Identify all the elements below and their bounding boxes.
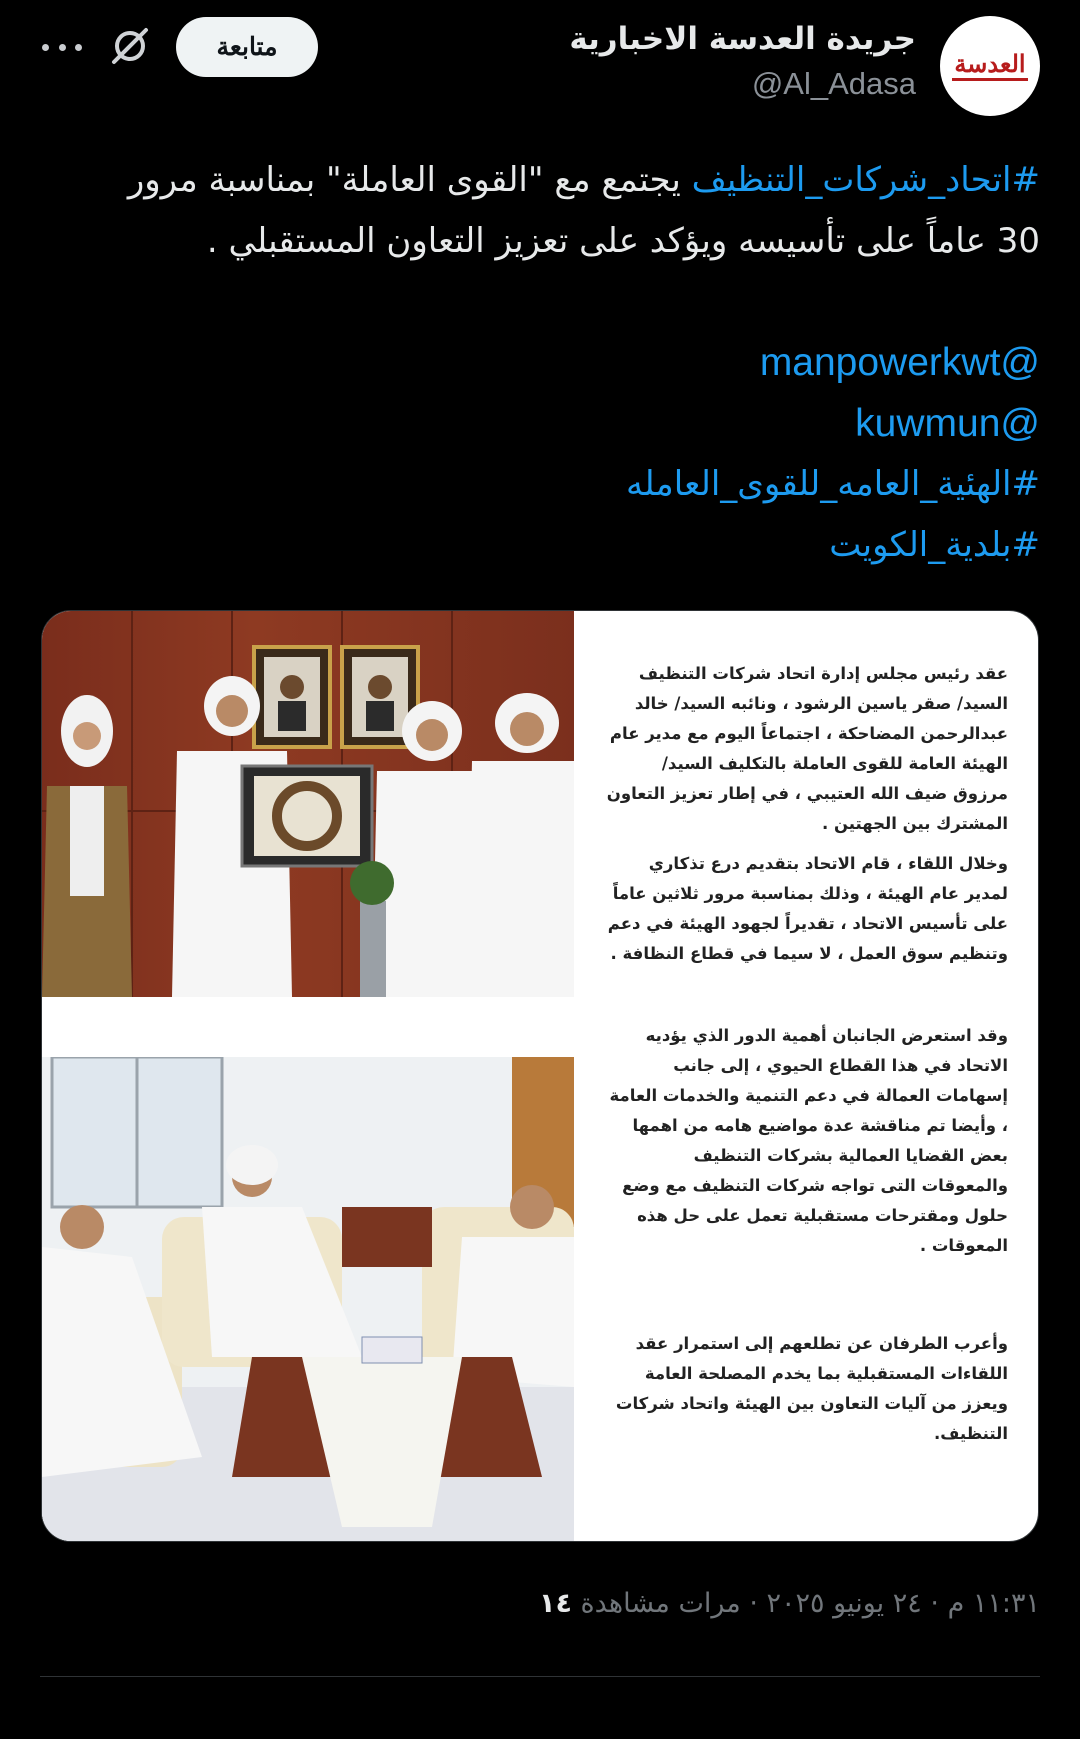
grok-slash-icon[interactable] — [108, 24, 152, 68]
meeting-photo-plaque — [42, 611, 574, 997]
mention-kuwmun[interactable]: @kuwmun — [855, 402, 1040, 445]
article-paragraph-3: وقد استعرض الجانبان أهمية الدور الذي يؤديه الاتحاد في هذا القطاع الحيوي ، إلى جانب إسهامات العمالة في دعم التنمية والخدمات العامة ، وأيضا تم مناقشة عدة مواضيع هامه من اهمها بعض القضايا العمالية بشركات التنظيف والمعوقات التى تواجه شركات التنظيف مع وضع حلول ومقترحات مستقبلية تعمل على حل هذه المعوقات . — [609, 1026, 1008, 1255]
divider — [40, 1676, 1040, 1677]
tweet-time[interactable]: ١١:٣١ م — [947, 1588, 1040, 1619]
hashtag-manpower-authority[interactable]: #الهئية_العامه_للقوى_العامله — [626, 464, 1040, 504]
follow-button[interactable]: متابعة — [176, 17, 318, 77]
mention-manpowerkwt[interactable]: @manpowerkwt — [759, 341, 1040, 384]
avatar[interactable] — [940, 16, 1040, 116]
display-name[interactable]: جريدة العدسة الاخبارية — [569, 21, 916, 57]
tweet-meta — [539, 1588, 1040, 1619]
tweet-text — [80, 150, 1040, 272]
meeting-photo-seated — [42, 1057, 574, 1542]
views-label: مرات مشاهدة — [580, 1588, 741, 1619]
avatar-logo: العدسة — [952, 51, 1027, 80]
hashtag-main[interactable]: #اتحاد_شركات_التنظيف — [691, 160, 1040, 200]
meta-separator: · — [930, 1588, 939, 1619]
views-count: ١٤ — [538, 1588, 572, 1619]
article-panel — [602, 611, 1039, 1542]
meta-separator: · — [749, 1588, 758, 1619]
article-paragraph-2: وخلال اللقاء ، قام الاتحاد بتقديم درع تذكاري لمدير عام الهيئة ، وذلك بمناسبة مرور ثلاثين عاماً على تأسيس الاتحاد ، تقديراً لجهود الهيئة في دعم وتنظيم سوق العمل ، لا سيما في قطاع النظافة . — [607, 854, 1008, 963]
user-handle[interactable]: @Al_Adasa — [751, 65, 916, 101]
tweet-header — [40, 14, 1040, 114]
tweet-links — [626, 332, 1040, 576]
author-block — [569, 20, 916, 102]
more-horizontal-icon[interactable] — [42, 32, 82, 62]
tweet-body: يجتمع مع "القوى العاملة" بمناسبة مرور 30 عاماً على تأسيسه ويؤكد على تعزيز التعاون المستقبلي . — [127, 160, 1040, 261]
article-paragraph-1: عقد رئيس مجلس إدارة اتحاد شركات التنظيف السيد/ صقر ياسين الرشود ، ونائبه السيد/ خالد عبدالرحمن المضاحكة ، اجتماعاً اليوم مع مدير عام الهيئة العامة للقوى العاملة بالتكليف السيد/ مرزوق ضيف الله العتيبي ، في إطار تعزيز التعاون المشترك بين الجهتين . — [606, 664, 1008, 833]
article-paragraph-4: وأعرب الطرفان عن تطلعهم إلى استمرار عقد اللقاءات المستقبلية بما يخدم المصلحة العامة ويعزز من آليات التعاون بين الهيئة واتحاد شركات التنظيف. — [615, 1334, 1008, 1443]
tweet-media-image[interactable] — [41, 610, 1039, 1542]
tweet-date[interactable]: ٢٤ يونيو ٢٠٢٥ — [766, 1588, 922, 1619]
hashtag-kuwait-municipality[interactable]: #بلدية_الكويت — [829, 525, 1040, 565]
